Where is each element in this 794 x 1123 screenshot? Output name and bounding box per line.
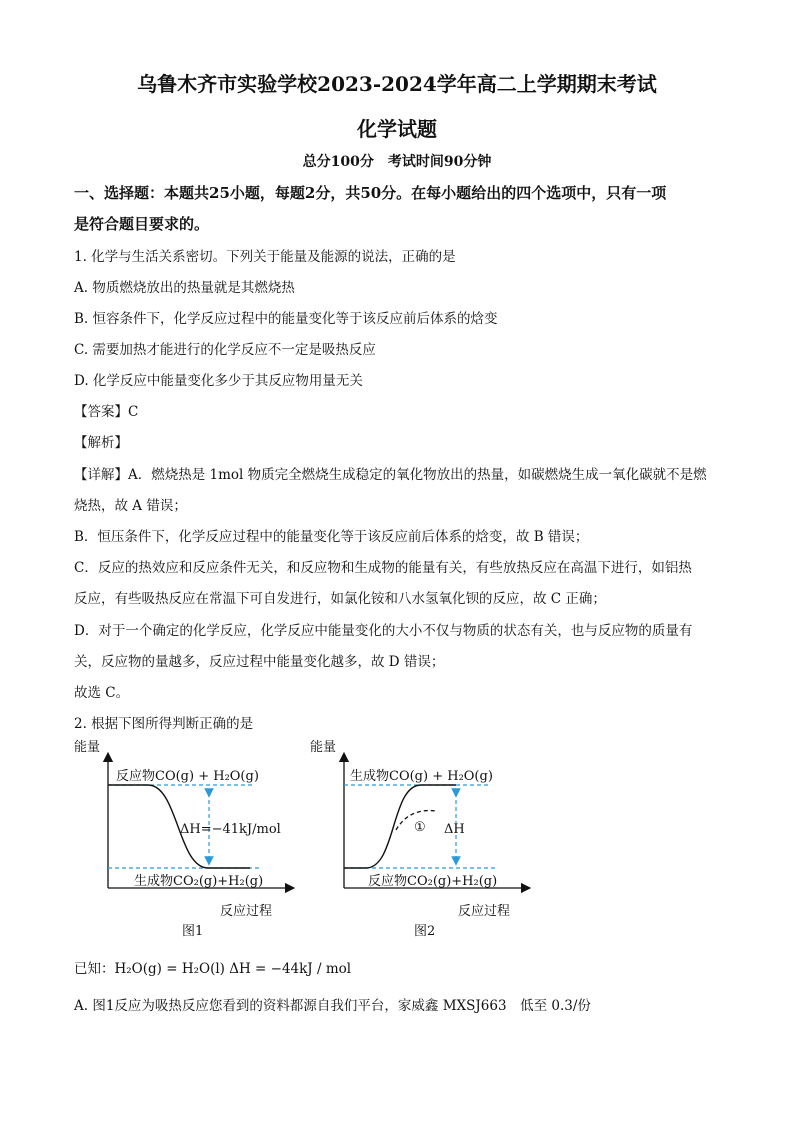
question-1-option-c: C. 需要加热才能进行的化学反应不一定是吸热反应: [74, 342, 376, 358]
question-1-conclusion: 故选 C。: [74, 685, 130, 701]
question-1-option-b: B. 恒容条件下，化学反应过程中的能量变化等于该反应前后体系的焓变: [74, 311, 498, 327]
fig1-top-label: 反应物CO(g) + H₂O(g): [116, 769, 259, 784]
fig2-delta-h-label: ΔH: [444, 822, 465, 837]
fig1-bottom-label: 生成物CO₂(g)+H₂(g): [134, 874, 264, 889]
question-1-stem: 1. 化学与生活关系密切。下列关于能量及能源的说法，正确的是: [74, 249, 456, 265]
document-title: 乌鲁木齐市实验学校2023-2024学年高二上学期期末考试: [137, 72, 657, 96]
fig1-caption: 图1: [182, 924, 204, 939]
energy-diagram-figure-1: [70, 735, 300, 940]
question-1-detail-line: 【详解】A．燃烧热是 1mol 物质完全燃烧生成稳定的氧化物放出的热量，如碳燃烧生成一氧化碳就不是燃: [74, 467, 707, 483]
exam-meta: 总分100分 考试时间90分钟: [302, 154, 492, 170]
question-1-detail-line: B．恒压条件下，化学反应过程中的能量变化等于该反应前后体系的焓变，故 B 错误；: [74, 529, 589, 545]
question-1-option-d: D. 化学反应中能量变化多少于其反应物用量无关: [74, 373, 363, 389]
question-1-detail-line: 关，反应物的量越多，反应过程中能量变化越多，故 D 错误；: [74, 654, 445, 670]
fig1-y-axis-label: 能量: [74, 740, 101, 755]
section-heading-line2: 是符合题目要求的。: [74, 215, 210, 233]
fig2-y-axis-label: 能量: [310, 740, 337, 755]
fig2-caption: 图2: [414, 924, 436, 939]
question-1-detail-line: C．反应的热效应和反应条件无关，和反应物和生成物的能量有关，有些放热反应在高温下进行，如铝热: [74, 560, 692, 576]
question-1-analysis-label: 【解析】: [74, 435, 128, 451]
subject-title: 化学试题: [357, 117, 437, 141]
energy-diagram-figure-2: [306, 735, 536, 940]
question-2-known-condition: 已知：H₂O(g) = H₂O(l) ΔH = −44kJ / mol: [74, 961, 352, 977]
question-1-answer: 【答案】C: [74, 404, 139, 420]
fig1-x-axis-label: 反应过程: [220, 904, 273, 919]
section-heading-line1: 一、选择题：本题共25小题，每题2分，共50分。在每小题给出的四个选项中，只有一项: [74, 184, 667, 202]
fig2-curve-1-label: ①: [414, 820, 426, 835]
fig2-x-axis-label: 反应过程: [458, 904, 511, 919]
question-1-detail-line: 反应，有些吸热反应在常温下可自发进行，如氯化铵和八水氢氧化钡的反应，故 C 正确；: [74, 591, 606, 607]
question-1-option-a: A. 物质燃烧放出的热量就是其燃烧热: [74, 280, 295, 296]
fig2-bottom-label: 反应物CO₂(g)+H₂(g): [368, 874, 498, 889]
fig2-energy-curve: [344, 785, 456, 868]
fig1-delta-h-label: ΔH=−41kJ/mol: [180, 822, 281, 837]
question-1-detail-line: D．对于一个确定的化学反应，化学反应中能量变化的大小不仅与物质的状态有关，也与反应物的质量有: [74, 623, 693, 639]
question-2-option-a: A. 图1反应为吸热反应您看到的资料都源自我们平台，家威鑫 MXSJ663 低至 0.3/份: [74, 998, 591, 1014]
fig2-top-label: 生成物CO(g) + H₂O(g): [350, 769, 493, 784]
question-1-detail-line: 烧热，故 A 错误；: [74, 498, 187, 514]
question-2-stem: 2. 根据下图所得判断正确的是: [74, 716, 254, 732]
